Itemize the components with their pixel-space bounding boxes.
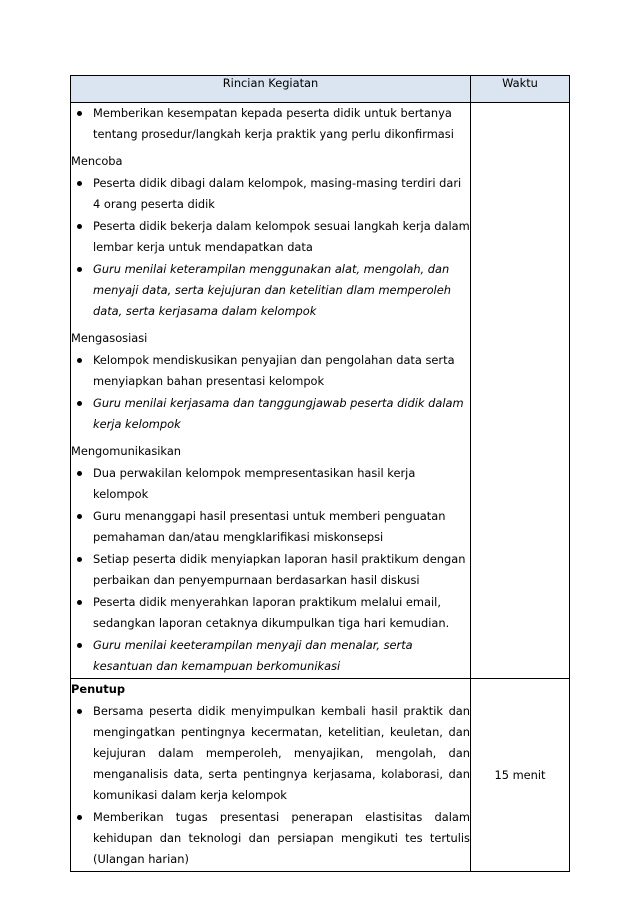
list-item: Setiap peserta didik menyiapkan laporan hasil praktikum dengan perbaikan dan penyempurnaan berdasarkan hasil diskusi — [71, 549, 470, 591]
intro-list — [71, 103, 470, 145]
list-item: Kelompok mendiskusikan penyajian dan pengolahan data serta menyiapkan bahan presentasi kelompok — [71, 350, 470, 392]
table-row-core-activities — [71, 103, 570, 679]
mengasosiasi-list — [71, 350, 470, 435]
bullet-icon — [77, 111, 82, 116]
list-item: Memberikan tugas presentasi penerapan elastisitas dalam kehidupan dan teknologi dan persiapan mengikuti tes tertulis (Ulangan harian) — [71, 807, 470, 870]
bullet-icon — [77, 709, 82, 714]
header-activity: Rincian Kegiatan — [71, 76, 471, 103]
table-row-penutup — [71, 679, 570, 872]
bullet-icon — [77, 358, 82, 363]
section-label-mengomunikasikan: Mengomunikasikan — [71, 444, 182, 458]
bullet-icon — [77, 643, 82, 648]
bullet-icon — [77, 600, 82, 605]
bullet-icon — [77, 401, 82, 406]
list-item: Guru menanggapi hasil presentasi untuk memberi penguatan pemahaman dan/atau mengklarifikasi miskonsepsi — [71, 506, 470, 548]
list-item: Dua perwakilan kelompok mempresentasikan hasil kerja kelompok — [71, 463, 470, 505]
section-label-mengasosiasi: Mengasosiasi — [71, 331, 148, 345]
list-item: Bersama peserta didik menyimpulkan kembali hasil praktik dan mengingatkan pentingnya kecermatan, ketelitian, keuletan, dan kejujuran dalam memperoleh, menyajikan, mengolah, dan menganalisis data, serta pentingnya kerjasama, kolaborasi, dan komunikasi dalam kerja kelompok — [71, 701, 470, 806]
mengomunikasikan-list — [71, 463, 470, 677]
bullet-icon — [77, 224, 82, 229]
bullet-icon — [77, 514, 82, 519]
header-time: Waktu — [471, 76, 570, 103]
activity-cell — [71, 103, 471, 679]
bullet-icon — [77, 267, 82, 272]
list-item: Peserta didik dibagi dalam kelompok, masing-masing terdiri dari 4 orang peserta didik — [71, 173, 470, 215]
penutup-list — [71, 701, 470, 870]
activity-table — [70, 75, 570, 872]
bullet-icon — [77, 181, 82, 186]
time-cell-penutup: 15 menit — [471, 679, 570, 872]
table-header-row — [71, 76, 570, 103]
mencoba-list — [71, 173, 470, 322]
section-label-mencoba: Mencoba — [71, 154, 123, 168]
penutup-cell — [71, 679, 471, 872]
list-item: Peserta didik menyerahkan laporan praktikum melalui email, sedangkan laporan cetaknya dikumpulkan tiga hari kemudian. — [71, 592, 470, 634]
list-item: Guru menilai kerjasama dan tanggungjawab peserta didik dalam kerja kelompok — [71, 393, 470, 435]
bullet-icon — [77, 815, 82, 820]
list-item: Memberikan kesempatan kepada peserta didik untuk bertanya tentang prosedur/langkah kerja praktik yang perlu dikonfirmasi — [71, 103, 470, 145]
list-item: Peserta didik bekerja dalam kelompok sesuai langkah kerja dalam lembar kerja untuk mendapatkan data — [71, 216, 470, 258]
time-cell — [471, 103, 570, 679]
bullet-icon — [77, 557, 82, 562]
list-item: Guru menilai keeterampilan menyaji dan menalar, serta kesantuan dan kemampuan berkomunikasi — [71, 635, 470, 677]
bullet-icon — [77, 471, 82, 476]
section-label-penutup: Penutup — [71, 682, 125, 696]
list-item: Guru menilai keterampilan menggunakan alat, mengolah, dan menyaji data, serta kejujuran dan ketelitian dlam memperoleh data, serta kerjasama dalam kelompok — [71, 259, 470, 322]
